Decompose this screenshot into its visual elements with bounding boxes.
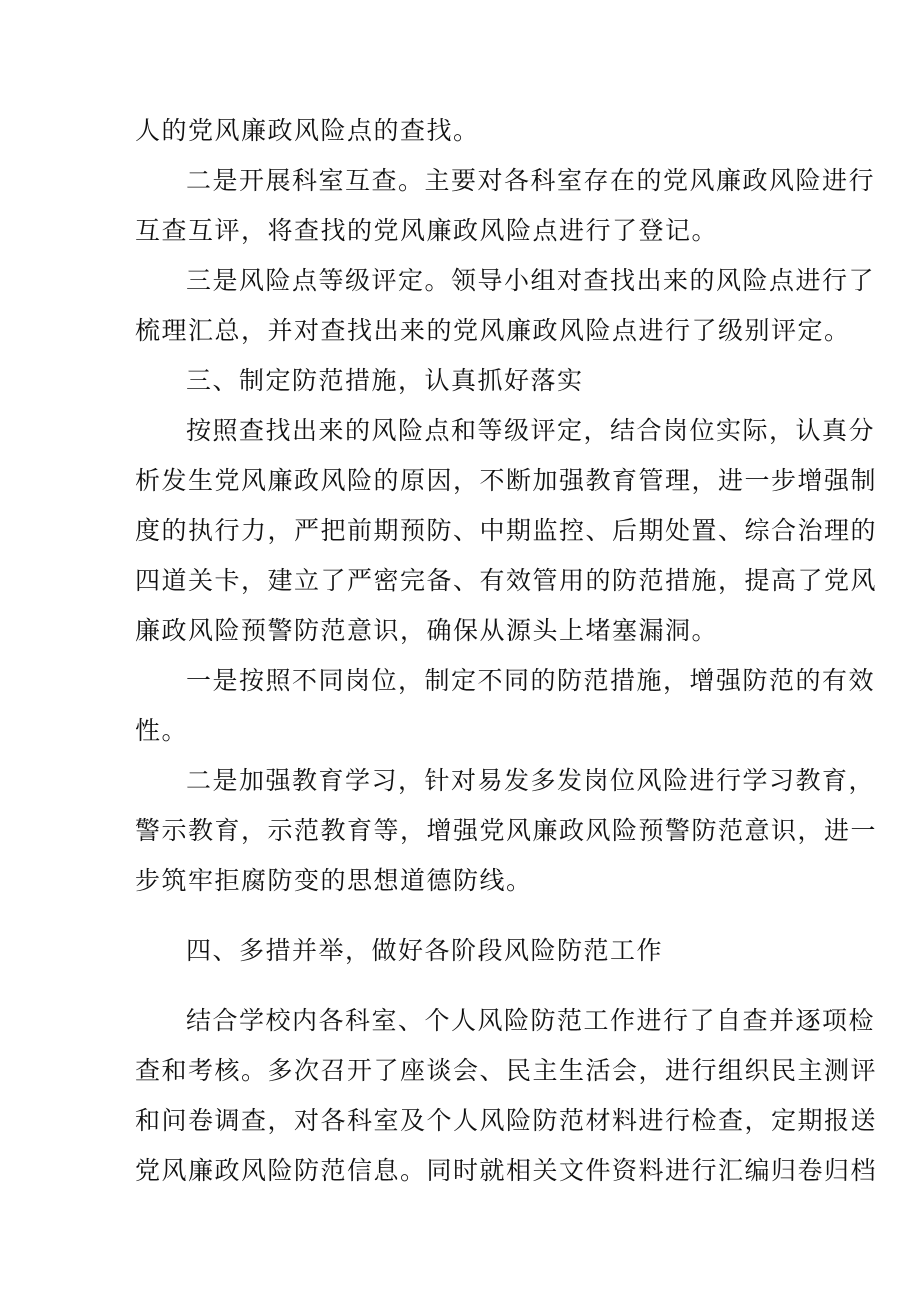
text-line: 廉政风险预警防范意识，确保从源头上堵塞漏洞。 bbox=[135, 616, 719, 645]
text-line: 性。 bbox=[135, 716, 189, 745]
text-line: 结合学校内各科室、个人风险防范工作进行了自查并逐项检 bbox=[186, 1006, 876, 1035]
text-line: 四道关卡，建立了严密完备、有效管用的防范措施，提高了党风 bbox=[135, 566, 878, 595]
section-heading: 三、制定防范措施，认真抓好落实 bbox=[186, 366, 584, 395]
text-line: 三是风险点等级评定。领导小组对查找出来的风险点进行了 bbox=[186, 266, 876, 295]
text-line: 梳理汇总，并对查找出来的党风廉政风险点进行了级别评定。 bbox=[135, 316, 851, 345]
text-line: 和问卷调查，对各科室及个人风险防范材料进行检查，定期报送 bbox=[135, 1106, 878, 1135]
text-line: 查和考核。多次召开了座谈会、民主生活会，进行组织民主测评 bbox=[135, 1056, 878, 1085]
text-line: 步筑牢拒腐防变的思想道德防线。 bbox=[135, 866, 533, 895]
section-heading: 四、多措并举，做好各阶段风险防范工作 bbox=[186, 936, 664, 965]
text-line: 一是按照不同岗位，制定不同的防范措施，增强防范的有效 bbox=[186, 666, 876, 695]
text-line: 警示教育，示范教育等，增强党风廉政风险预警防范意识，进一 bbox=[135, 816, 878, 845]
text-line: 二是开展科室互查。主要对各科室存在的党风廉政风险进行 bbox=[186, 166, 876, 195]
text-line: 党风廉政风险防范信息。同时就相关文件资料进行汇编归卷归档 bbox=[135, 1156, 878, 1185]
text-line: 人的党风廉政风险点的查找。 bbox=[135, 116, 480, 145]
text-line: 二是加强教育学习，针对易发多发岗位风险进行学习教育， bbox=[186, 766, 876, 795]
text-line: 按照查找出来的风险点和等级评定，结合岗位实际，认真分 bbox=[186, 416, 876, 445]
text-line: 析发生党风廉政风险的原因，不断加强教育管理，进一步增强制 bbox=[135, 466, 878, 495]
text-line: 互查互评，将查找的党风廉政风险点进行了登记。 bbox=[135, 216, 719, 245]
text-line: 度的执行力，严把前期预防、中期监控、后期处置、综合治理的 bbox=[135, 516, 878, 545]
